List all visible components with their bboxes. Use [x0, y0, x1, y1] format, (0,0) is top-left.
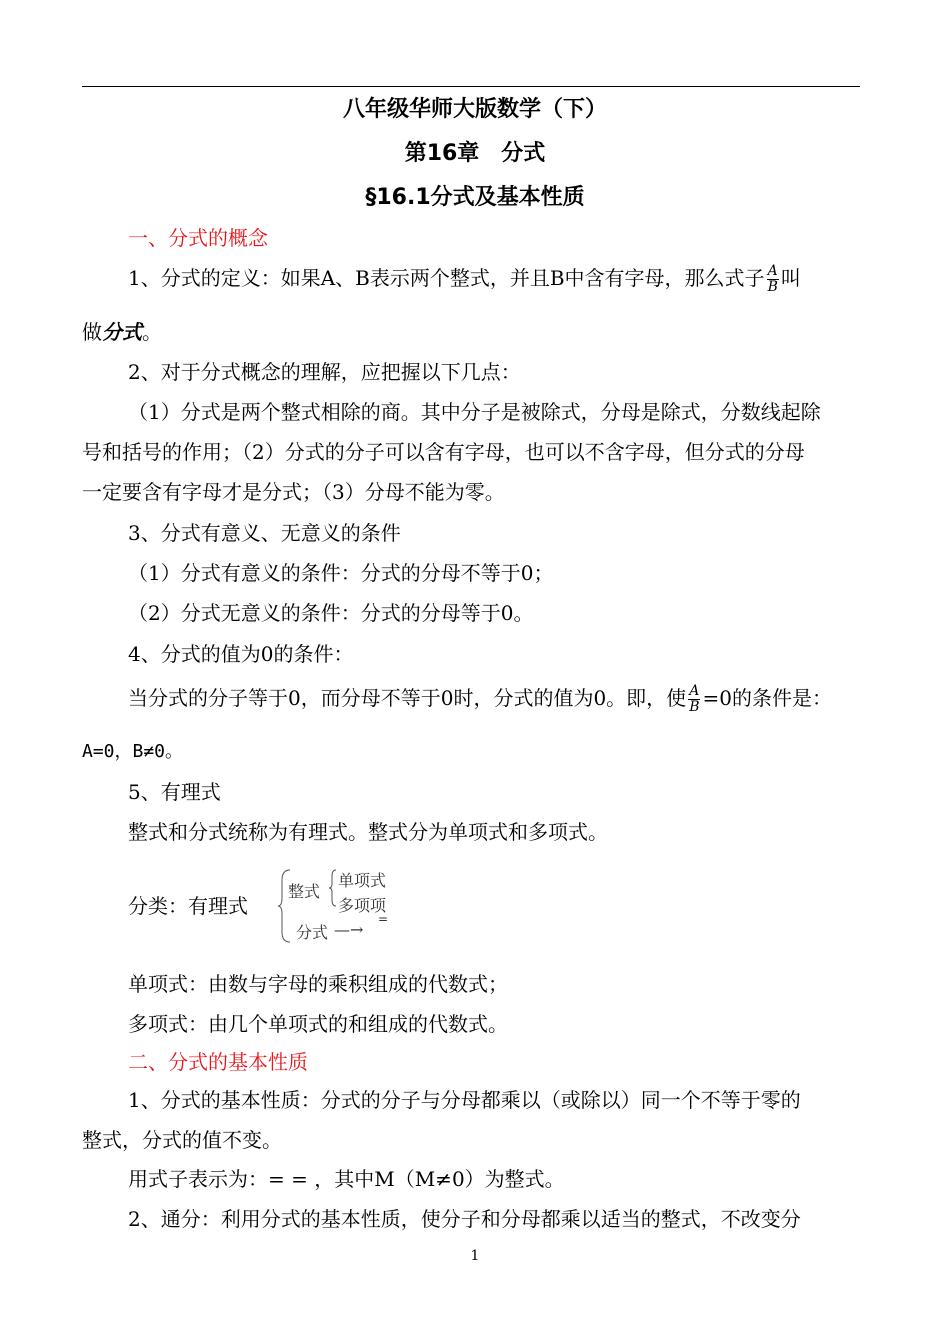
zero-condition-line [128, 682, 832, 715]
understanding-line-1: （1）分式是两个整式相除的商。其中分子是被除式，分母是除式，分数线起除 [128, 400, 821, 424]
monomial-definition: 单项式：由数与字母的乘积组成的代数式； [128, 972, 508, 996]
class-eq: = [378, 912, 389, 926]
understanding-line-3: 一定要含有字母才是分式；（3）分母不能为零。 [82, 480, 505, 504]
condition-meaningless: （2）分式无意义的条件：分式的分母等于0。 [128, 601, 534, 625]
fraction-denominator: B [767, 279, 778, 295]
zero-condition-text: 当分式的分子等于0，而分母不等于0时，分式的值为0。即，使 [128, 686, 687, 710]
fraction-numerator: A [689, 683, 700, 699]
heading-basic-property: 二、分式的基本性质 [128, 1050, 308, 1074]
property-line-1: 1、分式的基本性质：分式的分子与分母都乘以（或除以）同一个不等于零的 [128, 1088, 801, 1112]
book-title: 八年级华师大版数学（下） [342, 97, 607, 122]
definition-period: 。 [142, 320, 162, 344]
definition-text-end: 叫 [780, 266, 801, 290]
polynomial-definition: 多项式：由几个单项式的和组成的代数式。 [128, 1012, 508, 1036]
class-danxiang: 单项式 [338, 871, 387, 890]
condition-heading: 3、分式有意义、无意义的条件 [128, 521, 401, 545]
fraction-a-over-b-2 [688, 684, 700, 715]
header-rule [82, 86, 860, 87]
term-fenshi: 分式 [102, 320, 142, 344]
classification-label: 分类：有理式 [128, 894, 248, 918]
fraction-denominator: B [689, 699, 700, 715]
fraction-numerator: A [767, 263, 778, 279]
classification-diagram [128, 866, 408, 946]
condition-meaningful: （1）分式有意义的条件：分式的分母不等于0； [128, 561, 554, 585]
definition-prefix: 做 [82, 320, 102, 344]
property-formula: 用式子表示为：= = ，其中M（M≠0）为整式。 [128, 1167, 565, 1191]
understanding-intro: 2、对于分式概念的理解，应把握以下几点： [128, 360, 521, 384]
heading-concept: 一、分式的概念 [128, 226, 268, 250]
class-zhengshi: 整式 [288, 882, 321, 901]
zero-condition-result: A=0，B≠0。 [82, 741, 184, 762]
arrow-icon: —→ [334, 920, 364, 939]
zero-condition-text-end: =0的条件是： [702, 686, 832, 710]
class-fenshi: 分式 [296, 923, 329, 942]
rational-heading: 5、有理式 [128, 780, 221, 804]
page-number: 1 [470, 1248, 480, 1264]
class-duoxiang: 多项项 [338, 896, 387, 915]
rational-definition: 整式和分式统称为有理式。整式分为单项式和多项式。 [128, 820, 608, 844]
definition-line-1 [128, 262, 801, 295]
definition-text: 1、分式的定义：如果A、B表示两个整式，并且B中含有字母，那么式子 [128, 266, 765, 290]
zero-condition-heading: 4、分式的值为0的条件： [128, 642, 354, 666]
fraction-a-over-b [767, 264, 779, 295]
section-title: §16.1分式及基本性质 [365, 185, 585, 210]
chapter-title: 第16章 分式 [404, 141, 546, 166]
definition-line-2 [82, 316, 162, 345]
property-line-2: 整式，分式的值不变。 [82, 1128, 282, 1152]
understanding-line-2: 号和括号的作用；（2）分式的分子可以含有字母，也可以不含字母，但分式的分母 [82, 440, 805, 464]
common-denominator-line: 2、通分：利用分式的基本性质，使分子和分母都乘以适当的整式，不改变分 [128, 1207, 801, 1231]
